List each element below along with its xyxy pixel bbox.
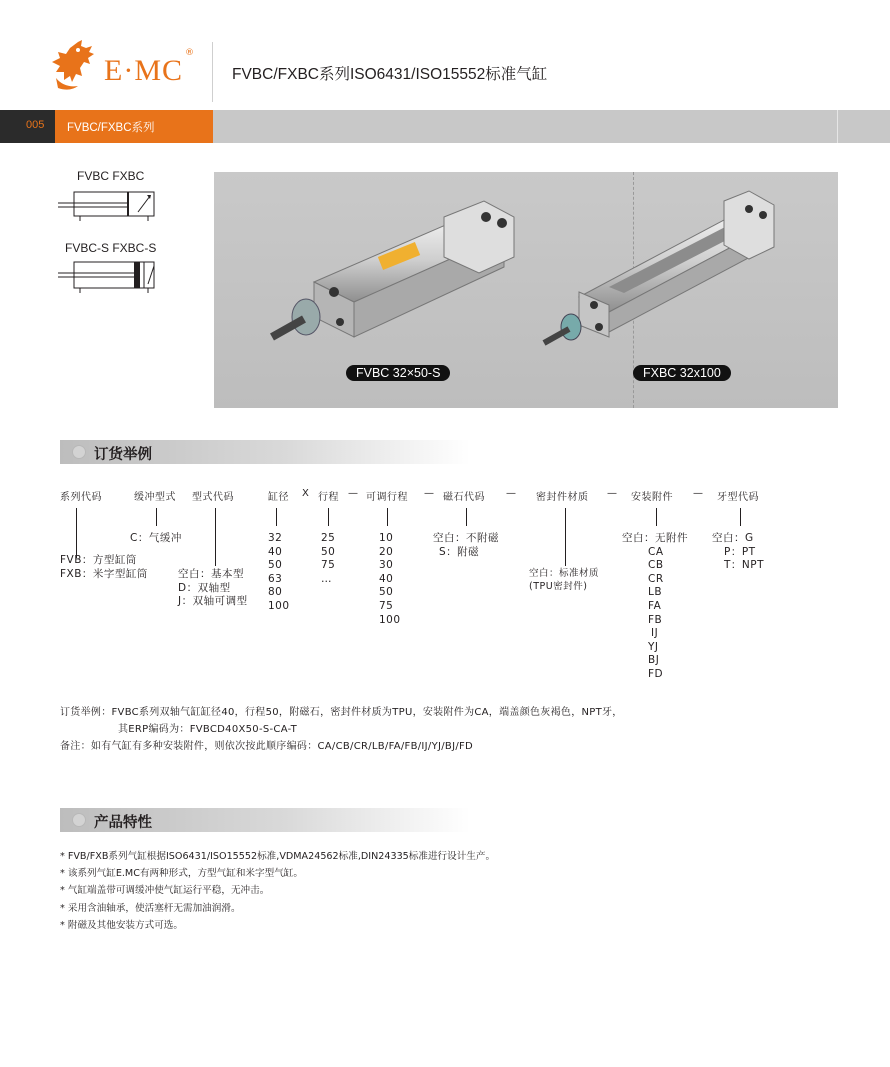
code-mount: 安装附件 [631, 492, 673, 503]
mount-option: CA [648, 545, 664, 558]
feature-item: * FVB/FXB系列气缸根据ISO6431/ISO15552标准,VDMA24562标准,DIN24335标准进行设计生产。 [60, 851, 496, 862]
cylinder-fxbc-icon [539, 187, 779, 357]
type-option: J：双轴可调型 [178, 595, 248, 608]
ordering-section-bar [60, 440, 470, 464]
type-option: D：双轴型 [178, 581, 231, 594]
code-thread: 牙型代码 [717, 492, 759, 503]
tick-bore [276, 508, 277, 526]
series-options [60, 554, 148, 581]
bore-value: 50 [268, 559, 283, 572]
code-dash-5: — [693, 488, 704, 499]
symbol-label-1: FVBC FXBC [77, 169, 145, 183]
stroke-value: 75 [321, 559, 336, 572]
mount-option: BJ [648, 654, 660, 667]
order-example-line-2: 其ERP编码为：FVBCD40X50-S-CA-T [118, 724, 298, 735]
code-x: X [302, 488, 310, 499]
code-cushion: 缓冲型式 [134, 492, 176, 503]
mount-option: YJ [648, 640, 659, 653]
type-option: 空白：基本型 [178, 568, 244, 580]
adj-stroke-value: 30 [379, 559, 394, 572]
code-type: 型式代码 [192, 492, 234, 503]
tick-mount [656, 508, 657, 526]
ordering-section-title: 订货举例 [94, 447, 152, 463]
mount-option: CB [648, 559, 664, 572]
code-dash-1: — [348, 488, 359, 499]
series-option: FXB：米字型缸筒 [60, 567, 148, 580]
registered-mark: ® [185, 48, 194, 58]
brand-logo [48, 38, 218, 98]
series-option: FVB：方型缸筒 [60, 554, 137, 566]
symbol-label-2: FVBC-S FXBC-S [65, 241, 157, 255]
bore-value: 32 [268, 532, 283, 544]
type-options [178, 568, 248, 609]
seal-option: 空白：标准材质 [529, 568, 600, 579]
tick-adj-stroke [387, 508, 388, 526]
adj-stroke-value: 40 [379, 572, 394, 585]
tick-seal [565, 508, 566, 566]
page-number-band [0, 110, 55, 143]
code-adj-stroke: 可调行程 [366, 492, 408, 503]
features-section-bar [60, 808, 470, 832]
seal-option: (TPU密封件) [529, 580, 588, 592]
code-dash-4: — [607, 488, 618, 499]
photo-caption-right: FXBC 32x100 [633, 365, 731, 381]
stroke-value: 50 [321, 545, 336, 558]
adj-stroke-value: 10 [379, 532, 394, 544]
magnet-option: S：附磁 [439, 545, 480, 558]
product-photo [214, 172, 838, 408]
adj-stroke-values [379, 532, 401, 627]
mount-option: FA [648, 599, 662, 612]
feature-item: * 附磁及其他安装方式可选。 [60, 919, 183, 931]
mount-options [622, 532, 688, 682]
bore-value: 80 [268, 586, 283, 599]
code-dash-3: — [506, 488, 517, 499]
code-dash-2: — [424, 488, 435, 499]
tick-cushion [156, 508, 157, 526]
feature-item: * 气缸端盖带可调缓冲使气缸运行平稳，无冲击。 [60, 885, 270, 897]
thread-option: P：PT [724, 545, 756, 558]
bore-value: 40 [268, 545, 283, 558]
tick-thread [740, 508, 741, 526]
stroke-value: 25 [321, 532, 336, 544]
section-bullet-icon [72, 813, 86, 827]
photo-caption-left: FVBC 32×50-S [346, 365, 450, 381]
cylinder-symbol-s-icon [58, 258, 158, 294]
feature-item: * 采用含油轴承，使活塞杆无需加油润滑。 [60, 902, 241, 914]
page-number: 005 [26, 119, 45, 131]
feature-item: * 该系列气缸E.MC有两种形式，方型气缸和米字型气缸。 [60, 868, 303, 880]
mount-option: CR [648, 572, 664, 585]
code-bore: 缸径 [268, 492, 289, 503]
mount-option: FD [648, 667, 664, 680]
mount-option: IJ [651, 627, 659, 640]
brand-text: E·MC [104, 54, 183, 87]
code-stroke: 行程 [318, 492, 339, 503]
tick-series [76, 508, 77, 558]
mount-option: FB [648, 613, 663, 626]
adj-stroke-value: 50 [379, 586, 394, 599]
order-remark: 备注：如有气缸有多种安装附件，则依次按此顺序编码：CA/CB/CR/LB/FA/FB/IJ/YJ/BJ/FD [60, 741, 474, 752]
mount-option: 空白：无附件 [622, 532, 688, 544]
series-label: FVBC/FXBC系列 [67, 122, 155, 134]
bore-value: 63 [268, 572, 283, 585]
features-list [60, 848, 495, 934]
page-title: FVBC/FXBC系列ISO6431/ISO15552标准气缸 [232, 66, 548, 83]
cylinder-symbol-icon [58, 188, 158, 222]
mount-option: LB [648, 586, 663, 599]
thread-options [712, 532, 764, 573]
stroke-value: … [321, 572, 332, 585]
series-band [55, 110, 213, 143]
bore-values [268, 532, 290, 614]
section-bullet-icon [72, 445, 86, 459]
horse-logo-icon [48, 38, 100, 94]
tick-type [215, 508, 216, 566]
features-section-title: 产品特性 [94, 815, 152, 831]
code-seal: 密封件材质 [536, 492, 589, 503]
adj-stroke-value: 100 [379, 613, 401, 626]
magnet-option: 空白：不附磁 [433, 532, 499, 544]
thread-option: T：NPT [724, 559, 765, 572]
bore-value: 100 [268, 599, 290, 612]
header-divider [212, 42, 213, 102]
seal-options [529, 568, 599, 593]
header-gray-band [213, 110, 890, 143]
code-magnet: 磁石代码 [443, 492, 485, 503]
tick-stroke [328, 508, 329, 526]
magnet-options [433, 532, 499, 559]
thread-option: 空白：G [712, 532, 754, 544]
stroke-values [321, 532, 335, 586]
tick-magnet [466, 508, 467, 526]
adj-stroke-value: 20 [379, 545, 394, 558]
cushion-option: C：气缓冲 [130, 532, 182, 544]
cylinder-fvbc-icon [264, 187, 524, 367]
code-series: 系列代码 [60, 492, 102, 503]
order-example-line-1: 订货举例：FVBC系列双轴气缸缸径40，行程50，附磁石，密封件材质为TPU，安装附件为CA，端盖颜色灰褐色，NPT牙， [60, 707, 623, 718]
adj-stroke-value: 75 [379, 599, 394, 612]
